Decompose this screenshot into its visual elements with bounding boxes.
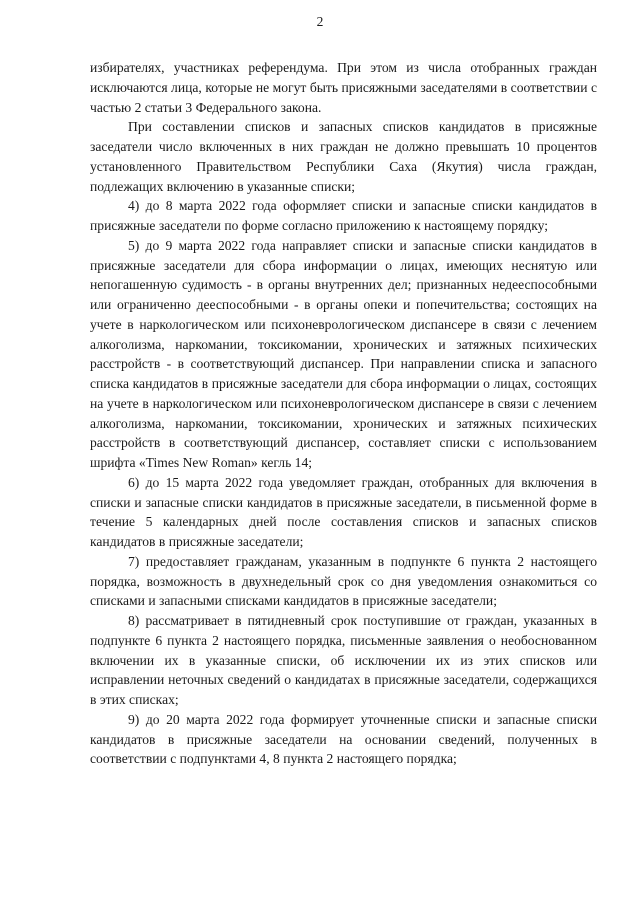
- paragraph-item-9: 9) до 20 марта 2022 года формирует уточненные списки и запасные списки кандидатов в присяжные заседатели на основании сведений, полученных в соответствии с подпунктами 4, 8 пункта 2 настоящего порядка;: [90, 711, 597, 767]
- paragraph-list-limit: При составлении списков и запасных списков кандидатов в присяжные заседатели число включенных в них граждан не должно превышать 10 процентов установленного Правительством Республики Саха (Якутия) числа граждан, подлежащих включению в указанные списки;: [90, 119, 597, 194]
- paragraph-item-5: 5) до 9 марта 2022 года направляет списки и запасные списки кандидатов в присяжные заседатели для сбора информации о лицах, имеющих неснятую или непогашенную судимость - в органы внутренних дел; признанных недееспособными или ограниченно дееспособными - в органы опеки и попечительства; состоящих на учете в наркологическом или психоневрологическом диспансере в связи с лечением алкоголизма, наркомании, токсикомании, хронических и затяжных психических расстройств - в соответствующий диспансер. При направлении списка и запасного списка кандидатов в присяжные заседатели для сбора информации о лицах, состоящих на учете в наркологическом или психоневрологическом диспансере в связи с лечением алкоголизма, наркомании, токсикомании, хронических и затяжных психических расстройств в соответствующий диспансер, составляет списки с использованием шрифта «Times New Roman» кегль 14;: [90, 237, 597, 470]
- paragraph-item-8: 8) рассматривает в пятидневный срок поступившие от граждан, указанных в подпункте 6 пункта 2 настоящего порядка, письменные заявления о необоснованном включении их в указанные списки, об исключении их из этих списков или исправлении неточных сведений о кандидатах в присяжные заседатели, содержащихся в этих списках;: [90, 613, 597, 707]
- paragraph-item-7: 7) предоставляет гражданам, указанным в подпункте 6 пункта 2 настоящего порядка, возможность в двухнедельный срок со дня уведомления ознакомиться со списками и запасными списками кандидатов в присяжные заседатели;: [90, 553, 597, 609]
- document-body: [90, 58, 597, 769]
- paragraph-item-6: 6) до 15 марта 2022 года уведомляет граждан, отобранных для включения в списки и запасные списки кандидатов в присяжные заседатели, в письменной форме в течение 5 календарных дней после составления списков и запасных списков кандидатов в присяжные заседатели;: [90, 474, 597, 549]
- page-number: 2: [316, 14, 324, 29]
- paragraph-item-4: 4) до 8 марта 2022 года оформляет списки и запасные списки кандидатов в присяжные заседатели по форме согласно приложению к настоящему порядку;: [90, 198, 597, 233]
- paragraph-continuation: избирателях, участниках референдума. При этом из числа отобранных граждан исключаются лица, которые не могут быть присяжными заседателями в соответствии с частью 2 статьи 3 Федерального закона.: [90, 60, 597, 115]
